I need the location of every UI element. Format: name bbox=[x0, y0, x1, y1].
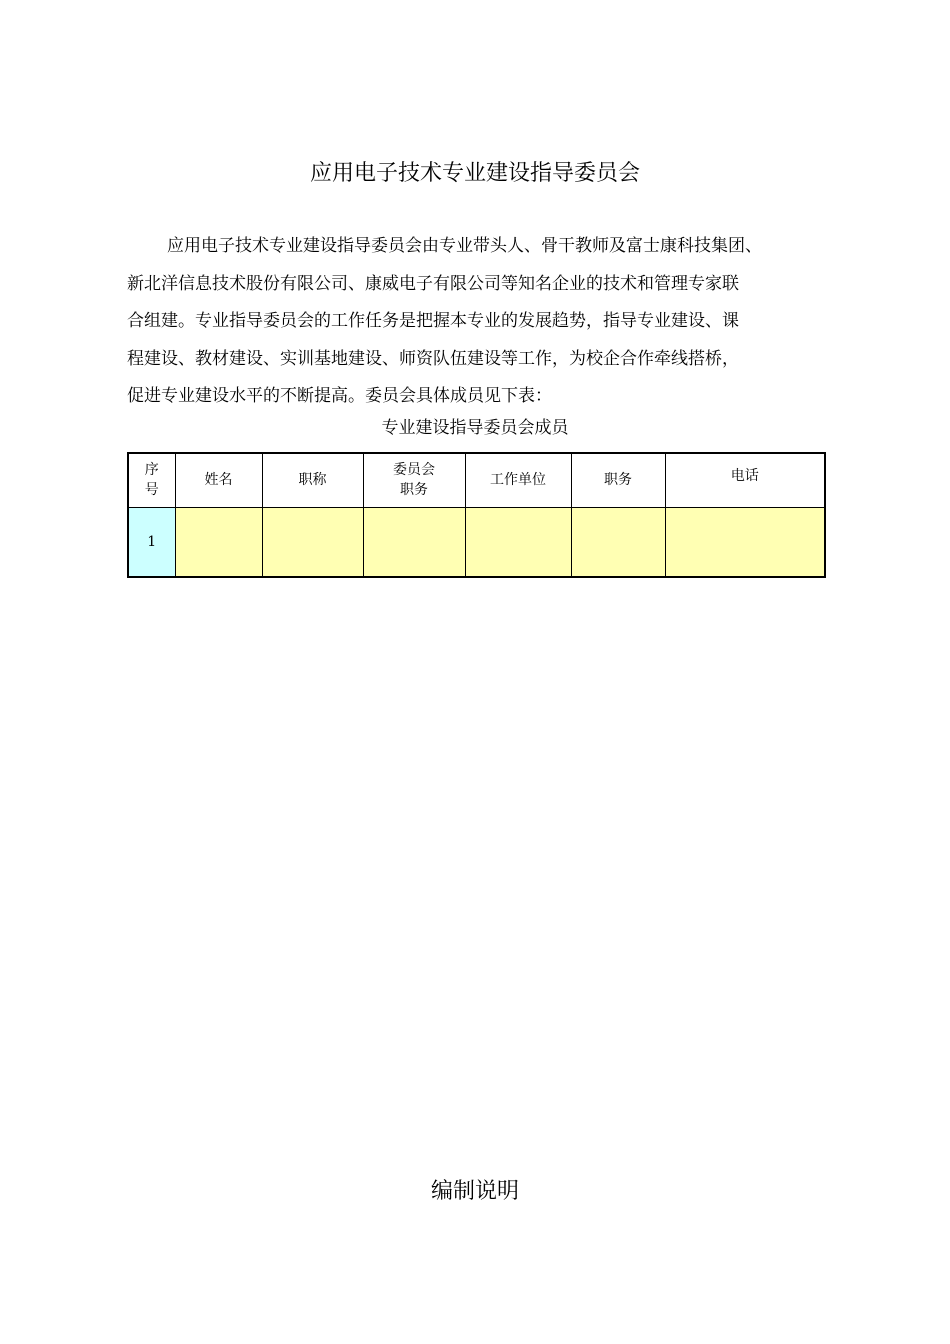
section-heading: 编制说明 bbox=[430, 1179, 519, 1204]
table-row bbox=[128, 507, 825, 577]
header-cell-phone bbox=[665, 453, 825, 507]
workplace-cell[interactable] bbox=[465, 507, 571, 577]
page-title: 应用电子技术专业建设指导委员会 bbox=[309, 161, 640, 186]
header-cell-committee-role bbox=[363, 453, 465, 507]
header-label: 委员会职务 bbox=[392, 462, 435, 499]
header-cell-number bbox=[128, 453, 175, 507]
header-label: 电话 bbox=[730, 468, 759, 484]
name-cell[interactable] bbox=[175, 507, 262, 577]
intro-line: 新北洋信息技术股份有限公司、康威电子有限公司等知名企业的技术和管理专家联 bbox=[127, 273, 739, 294]
row-number-cell: 1 bbox=[128, 507, 175, 577]
title-cell[interactable] bbox=[262, 507, 363, 577]
intro-paragraph bbox=[127, 228, 827, 416]
intro-line: 合组建。专业指导委员会的工作任务是把握本专业的发展趋势，指导专业建设、课 bbox=[127, 311, 739, 331]
header-cell-title bbox=[262, 453, 363, 507]
phone-cell[interactable] bbox=[665, 507, 825, 577]
table-header-row bbox=[128, 453, 825, 507]
intro-line: 应用电子技术专业建设指导委员会由专业带头人、骨干教师及富士康科技集团、 bbox=[167, 236, 762, 256]
header-cell-name bbox=[175, 453, 262, 507]
committee-role-cell[interactable] bbox=[363, 507, 465, 577]
header-cell-position bbox=[571, 453, 665, 507]
intro-line: 促进专业建设水平的不断提高。委员会具体成员见下表： bbox=[127, 386, 552, 406]
header-label: 姓名 bbox=[204, 472, 233, 489]
header-label: 职务 bbox=[604, 472, 632, 489]
header-cell-workplace bbox=[465, 453, 571, 507]
position-cell[interactable] bbox=[571, 507, 665, 577]
header-label: 工作单位 bbox=[490, 472, 546, 489]
header-label: 职称 bbox=[298, 472, 327, 489]
header-label: 序号 bbox=[144, 462, 159, 499]
members-table bbox=[127, 452, 826, 578]
intro-line: 程建设、教材建设、实训基地建设、师资队伍建设等工作，为校企合作牵线搭桥， bbox=[127, 348, 739, 369]
table-caption: 专业建设指导委员会成员 bbox=[381, 418, 569, 438]
